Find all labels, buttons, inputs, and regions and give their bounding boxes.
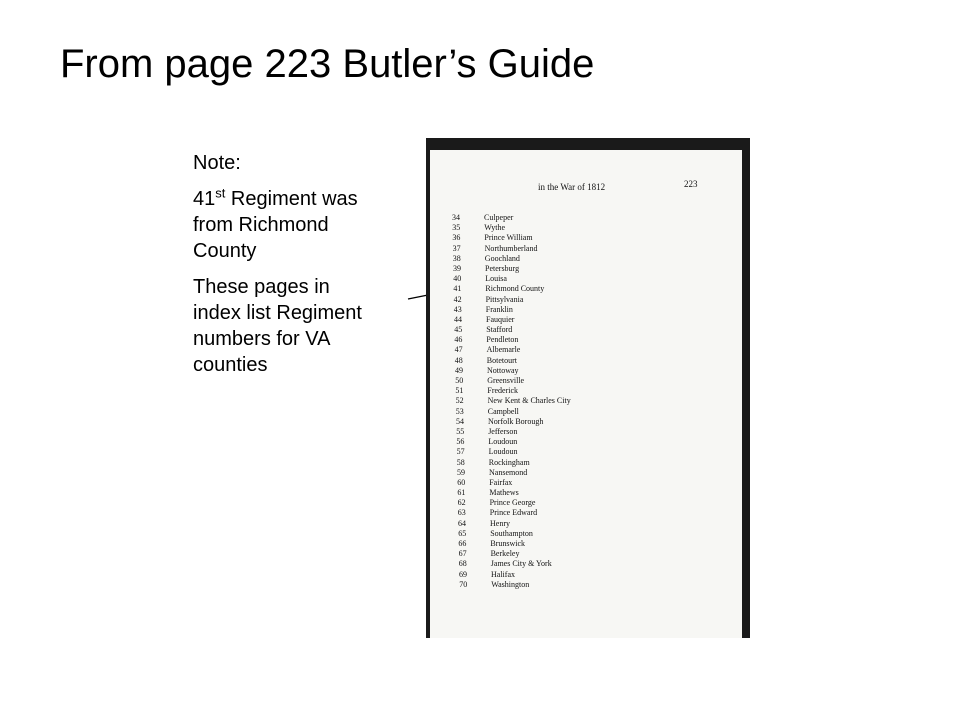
list-item [455,345,722,355]
note-explanation: These pages in index list Regiment numbers for VA counties [193,276,362,376]
regiment-number: 58 [456,457,465,467]
county-name: Richmond County [485,284,545,294]
list-item [455,366,722,376]
list-item [458,498,722,508]
county-name: Berkeley [490,549,520,559]
county-name: Wythe [484,223,506,233]
county-name: Northumberland [484,243,538,253]
county-name: Prince George [489,498,536,508]
regiment-number: 43 [453,304,462,314]
scan-border-top [426,138,750,150]
regiment-number: 41 [193,188,216,210]
regiment-number: 50 [455,376,464,385]
regiment-number: 60 [457,477,466,487]
note-regiment-line [193,186,378,264]
regiment-number: 45 [454,325,463,335]
regiment-number: 65 [458,528,467,538]
county-name: Rockingham [488,457,530,467]
scan-border-right [742,138,750,638]
list-item [453,264,722,274]
county-name: Brunswick [490,539,526,548]
scanned-book-page [426,138,750,638]
regiment-number: 49 [455,365,463,375]
county-name: Campbell [487,406,519,416]
regiment-number: 70 [459,579,468,589]
regiment-number: 34 [452,213,460,222]
county-name: Stafford [486,325,513,335]
regiment-number: 69 [459,569,467,579]
county-name: Fairfax [489,477,513,487]
list-item [459,549,722,559]
regiment-number: 46 [454,335,463,345]
list-item [452,213,722,223]
list-item [455,376,722,386]
county-name: Goochland [484,253,520,263]
list-item [457,488,722,498]
county-name: Jefferson [488,426,518,436]
list-item [457,458,722,468]
regiment-number: 64 [458,518,466,528]
list-item [458,508,722,518]
note-heading: Note: [193,152,241,174]
regiment-county-list [452,213,722,590]
list-item [456,427,722,437]
regiment-number: 36 [452,233,461,243]
list-item [459,559,722,569]
list-item [452,223,722,233]
regiment-number: 53 [455,406,464,416]
list-item [454,295,722,305]
list-item [455,386,722,396]
county-name: Louisa [485,274,507,284]
list-item [455,356,722,366]
note-box [193,150,378,388]
list-item [458,539,722,549]
regiment-number: 38 [452,253,461,263]
list-item [459,580,722,590]
page-number: 223 [684,179,698,189]
regiment-number: 62 [457,498,466,508]
county-name: Halifax [491,569,515,579]
county-name: New Kent & Charles City [487,396,571,406]
list-item [454,335,722,345]
regiment-number: 55 [456,426,465,436]
list-item [454,325,722,335]
list-item [454,315,722,325]
list-item [457,468,722,478]
list-item [453,274,722,284]
list-item [453,284,722,294]
regiment-number: 66 [458,539,467,548]
regiment-number: 54 [456,416,464,426]
regiment-number: 51 [455,386,464,396]
county-name: Nansemond [489,467,528,477]
regiment-suffix: st [215,185,226,201]
county-name: Pittsylvania [485,294,524,304]
county-name: Mathews [489,488,519,498]
list-item [454,305,722,315]
regiment-text: Regiment was from Richmond County [193,188,358,262]
list-item [456,396,722,406]
slide-title: From page 223 Butler’s Guide [60,42,595,86]
regiment-number: 67 [458,549,467,559]
list-item [453,254,722,264]
regiment-number: 59 [457,467,465,477]
regiment-number: 39 [453,263,461,273]
county-name: Albemarle [486,345,521,355]
county-name: Nottoway [487,365,519,375]
county-name: Greensville [487,376,525,385]
page-running-head: in the War of 1812 [538,182,606,192]
county-name: Prince William [484,233,533,243]
county-name: James City & York [490,559,552,569]
county-name: Loudoun [488,437,518,447]
list-item [456,407,722,417]
county-name: Franklin [485,304,513,314]
regiment-number: 37 [452,243,461,253]
list-item [458,529,722,539]
county-name: Prince Edward [489,508,538,518]
regiment-number: 47 [454,345,463,355]
regiment-number: 41 [453,284,462,294]
regiment-number: 61 [457,488,466,498]
regiment-number: 40 [453,274,462,284]
list-item [453,244,722,254]
county-name: Fauquier [486,314,515,324]
regiment-number: 42 [453,294,462,304]
county-name: Culpeper [484,213,514,222]
regiment-number: 44 [454,314,462,324]
county-name: Loudoun [488,447,518,457]
county-name: Southampton [490,528,533,538]
list-item [456,417,722,427]
county-name: Norfolk Borough [488,416,544,426]
county-name: Washington [491,579,530,589]
regiment-number: 35 [452,223,461,233]
regiment-number: 57 [456,447,465,457]
county-name: Pendleton [486,335,519,345]
county-name: Henry [490,518,510,528]
regiment-number: 63 [457,508,466,518]
county-name: Petersburg [485,263,520,273]
county-name: Botetourt [486,355,518,365]
list-item [459,570,722,580]
regiment-number: 56 [456,437,465,447]
list-item [457,478,722,488]
scan-border-left [426,138,430,638]
regiment-number: 48 [454,355,463,365]
list-item [458,519,722,529]
regiment-number: 52 [455,396,464,406]
county-name: Frederick [487,386,519,396]
list-item [456,437,722,447]
list-item [452,233,722,243]
list-item [457,447,722,457]
regiment-number: 68 [458,559,467,569]
